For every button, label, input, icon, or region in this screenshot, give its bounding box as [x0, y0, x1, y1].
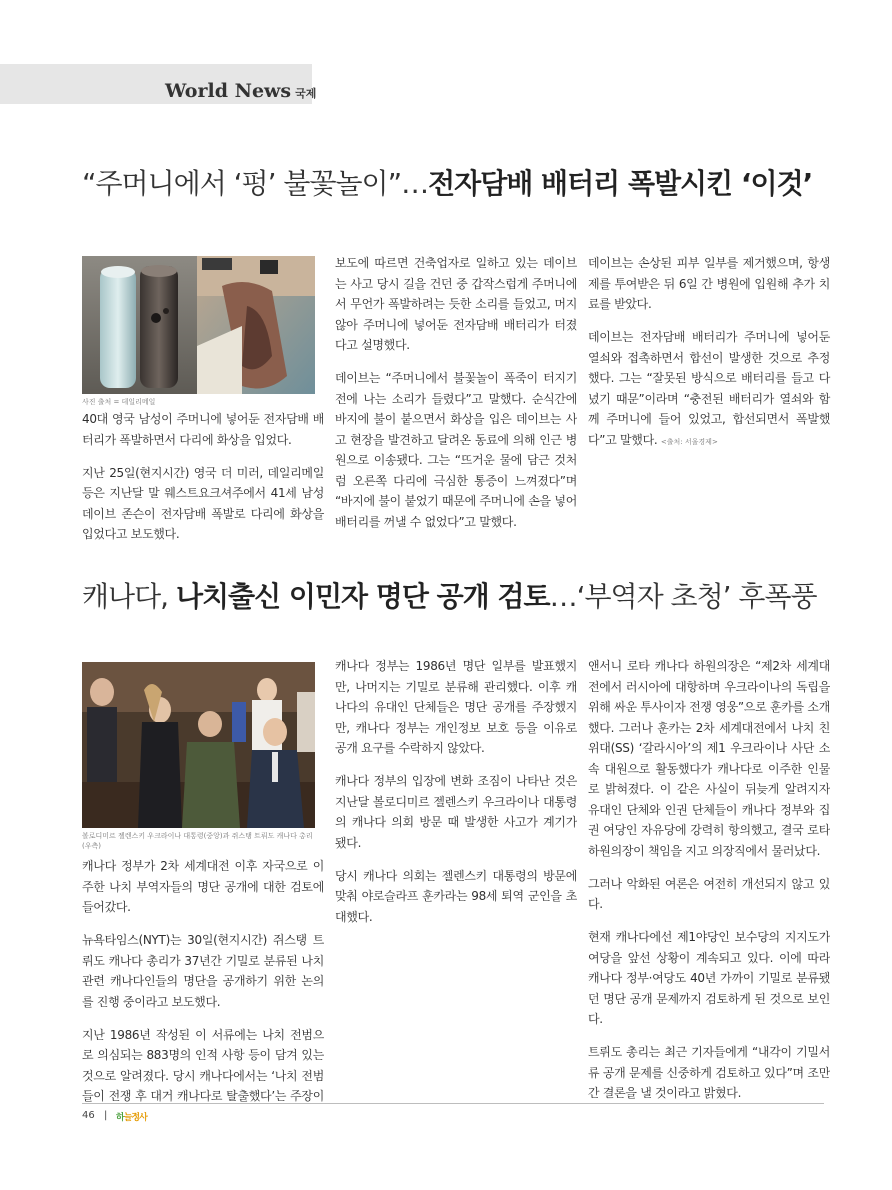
article1-paragraph: 데이브는 “주머니에서 불꽃놀이 폭죽이 터지기 전에 나는 소리가 들렸다”고 말했다. 순식간에 바지에 불이 붙으면서 화상을 입은 데이브는 사고 현장을 발견하고 달려온 동료에 의해 인근 병원으로 이송됐다. 그는 “뜨거운 물에 담근 것처럼 오른쪽 다리에 극심한 통증이 느껴졌다”며 “바지에 불이 붙었기 때문에 주머니에 손을 넣어 배터리를 꺼낼 수 없었다”고 말했다.: [335, 371, 577, 529]
article2-paragraph: 지난 1986년 작성된 이 서류에는 나치 전범으로 의심되는 883명의 인적 사항 등이 담겨 있는 것으로 알려졌다. 당시 캐나다에서는 ‘나치 전범들이 전쟁 후 대거 캐나다로 탈출했다’는 주장이: [82, 1027, 324, 1103]
article2-paragraph: 캐나다 정부는 1986년 명단 일부를 발표했지만, 나머지는 기밀로 분류해 관리했다. 이후 캐나다의 유대인 단체들은 명단 공개를 주장했지만, 캐나다 정부는 개인정보 보호 등을 이유로 공개 요구를 수락하지 않았다.: [335, 659, 577, 755]
article1-headline: [82, 162, 812, 202]
magazine-logo-a: 하: [116, 1113, 124, 1123]
article1-paragraph: [588, 327, 830, 452]
article1-column-1: [82, 409, 324, 557]
article2-column-2: [335, 656, 577, 1103]
article2-column-1: [82, 856, 324, 1103]
article1-paragraph-text: 데이브는 전자담배 배터리가 주머니에 넣어둔 열쇠와 접촉하면서 합선이 발생한 것으로 추정했다. 그는 “잘못된 방식으로 배터리를 들고 다녔기 때문”이라며 “충전된 배터리가 열쇠와 함께 주머니에 들어 있었고, 합선되면서 폭발했다”고 말했다.: [588, 330, 830, 447]
ecig-battery-photo: [82, 256, 315, 394]
article2-headline-post: …‘부역자 초청’ 후폭풍: [549, 580, 817, 613]
article1-photo-caption: 사진 출처 = 데일리메일: [82, 398, 156, 406]
article1-paragraph: 지난 25일(현지시간) 영국 더 미러, 데일리메일 등은 지난달 말 웨스트요크셔주에서 41세 남성 데이브 존슨이 전자담배 폭발로 다리에 화상을 입었다고 보도했다.: [82, 465, 324, 541]
article1-column-2: [335, 253, 577, 553]
article2-headline: [82, 575, 817, 615]
magazine-logo: [116, 1110, 147, 1123]
page-number: 46: [82, 1110, 95, 1121]
article2-paragraph: 캐나다 정부의 입장에 변화 조짐이 나타난 것은 지난달 볼로디미르 젤렌스키 우크라이나 대통령의 캐나다 의회 방문 때 발생한 사고가 계기가 됐다.: [335, 774, 577, 850]
article1-headline-bold: 전자담배 배터리 폭발시킨 ‘이것’: [428, 167, 813, 200]
article2-photo-caption: 볼로디미르 젤렌스키 우크라이나 대통령(중앙)과 쥐스탱 트뤼도 캐나다 총리(우측): [82, 832, 313, 850]
article2-paragraph: 뉴욕타임스(NYT)는 30일(현지시간) 쥐스탱 트뤼도 캐나다 총리가 37년간 기밀로 분류된 나치 관련 캐나다인들의 명단을 공개하기 위한 논의를 진행 중이라고 보도했다.: [82, 933, 324, 1009]
section-title: [165, 80, 316, 102]
article1-paragraph: 보도에 따르면 건축업자로 일하고 있는 데이브는 사고 당시 길을 건던 중 갑작스럽게 주머니에서 무언가 폭발하려는 듯한 소리를 들었고, 머지않아 주머니에 넣어둔 전자담배 배터리가 터졌다고 설명했다.: [335, 256, 577, 352]
article2-paragraph: 그러나 악화된 여론은 여전히 개선되지 않고 있다.: [588, 876, 830, 911]
article1-paragraph: 데이브는 손상된 피부 일부를 제거했으며, 항생제를 투여받은 뒤 6일 간 병원에 입원해 추가 치료를 받았다.: [588, 256, 830, 311]
parliament-photo: [82, 662, 315, 828]
article1-column-3: [588, 253, 830, 465]
article2-column-3: [588, 656, 830, 1103]
footer-rule: [82, 1103, 824, 1104]
article1-source: <출처: 서울경제>: [660, 437, 718, 446]
article2-paragraph: 현재 캐나다에선 제1야당인 보수당의 지지도가 여당을 앞선 상황이 계속되고 있다. 이에 따라 캐나다 정부·여당도 40년 가까이 기밀로 분류됐던 명단 공개 문제까지 검토하게 된 것으로 보인다.: [588, 930, 830, 1026]
section-title-text: World News: [165, 80, 292, 102]
footer-separator: |: [104, 1110, 108, 1121]
article2-headline-pre: 캐나다,: [82, 580, 176, 613]
magazine-logo-b: 늘정사: [123, 1113, 147, 1123]
article2-paragraph: 트뤼도 총리는 최근 기자들에게 “내각이 기밀서류 공개 문제를 신중하게 검토하고 있다”며 조만간 결론을 낼 것이라고 밝혔다.: [588, 1045, 830, 1100]
article2-paragraph: 앤서니 로타 캐나다 하원의장은 “제2차 세계대전에서 러시아에 대항하며 우크라이나의 독립을 위해 싸운 투사이자 전쟁 영웅”으로 훈카를 소개했다. 그러나 훈카는 2차 세계대전에서 나치 친위대(SS) ‘갈라시아’의 제1 우크라이나 사단 소속 대원으로 활동했다가 캐나다로 이주한 인물로 밝혀졌다. 이 같은 사실이 뒤늦게 알려지자 유대인 단체와 인권 단체들이 캐나다 정부와 집권 여당인 자유당에 강력히 항의했고, 결국 로타 하원의장이 책임을 지고 의장직에서 물러났다.: [588, 659, 830, 858]
article1-paragraph: 40대 영국 남성이 주머니에 넣어둔 전자담배 배터리가 폭발하면서 다리에 화상을 입었다.: [82, 412, 324, 447]
section-subtitle: 국제: [295, 87, 317, 100]
article2-paragraph: 당시 캐나다 의회는 젤렌스키 대통령의 방문에 맞춰 야로슬라프 훈카라는 98세 퇴역 군인을 초대했다.: [335, 868, 577, 924]
article2-headline-bold: 나치출신 이민자 명단 공개 검토: [175, 580, 550, 613]
article2-paragraph: 캐나다 정부가 2차 세계대전 이후 자국으로 이주한 나치 부역자들의 명단 공개에 대한 검토에 들어갔다.: [82, 859, 324, 914]
article1-headline-normal: “주머니에서 ‘펑’ 불꽃놀이”…: [82, 167, 429, 200]
